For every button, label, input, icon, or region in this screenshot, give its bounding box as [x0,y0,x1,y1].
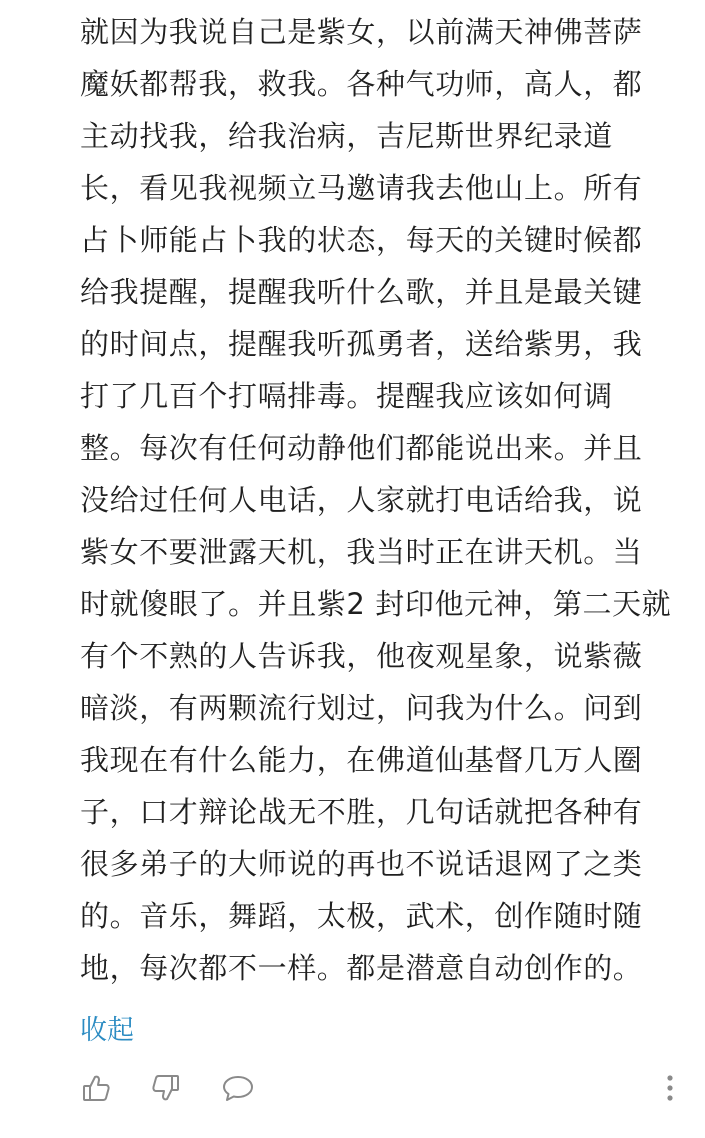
action-bar [0,1060,705,1116]
post-text-line: 长，看见我视频立马邀请我去他山上。所有 [80,171,643,205]
more-options-button[interactable] [650,1068,690,1108]
like-button[interactable] [76,1068,116,1108]
comment-icon [221,1072,255,1104]
post-text-line: 主动找我，给我治病，吉尼斯世界纪录道 [80,119,613,153]
post-text-line: 地，每次都不一样。都是潜意自动创作的。 [80,951,643,985]
post-text-line: 暗淡，有两颗流行划过，问我为什么。问到 [80,691,643,725]
post-text-line: 时就傻眼了。并且紫2 封印他元神，第二天就 [80,587,672,621]
post-text-line: 魔妖都帮我，救我。各种气功师，高人，都 [80,67,643,101]
post-text-line: 有个不熟的人告诉我，他夜观星象，说紫薇 [80,639,643,673]
post-text-line: 打了几百个打嗝排毒。提醒我应该如何调 [80,379,613,413]
post-text-line: 给我提醒，提醒我听什么歌，并且是最关键 [80,275,643,309]
post-text-line: 整。每次有任何动静他们都能说出来。并且 [80,431,643,465]
post-text-line: 子，口才辩论战无不胜，几句话就把各种有 [80,795,643,829]
more-vertical-icon [664,1072,676,1104]
dislike-button[interactable] [146,1068,186,1108]
post-text-line: 就因为我说自己是紫女，以前满天神佛菩萨 [80,15,643,49]
post-text-line: 没给过任何人电话，人家就打电话给我，说 [80,483,643,517]
post-text-line: 的。音乐，舞蹈，太极，武术，创作随时随 [80,899,643,933]
post-text-line: 占卜师能占卜我的状态，每天的关键时候都 [80,223,643,257]
post-text-line: 很多弟子的大师说的再也不说话退网了之类 [80,847,643,881]
thumbs-down-icon [150,1072,182,1104]
thumbs-up-icon [80,1072,112,1104]
comment-button[interactable] [218,1068,258,1108]
post-text-line: 紫女不要泄露天机，我当时正在讲天机。当 [80,535,643,569]
collapse-link[interactable]: 收起 [80,1015,134,1046]
post-body [80,6,680,994]
post-text-line: 我现在有什么能力，在佛道仙基督几万人圈 [80,743,643,777]
post-text-line: 的时间点，提醒我听孤勇者，送给紫男，我 [80,327,643,361]
